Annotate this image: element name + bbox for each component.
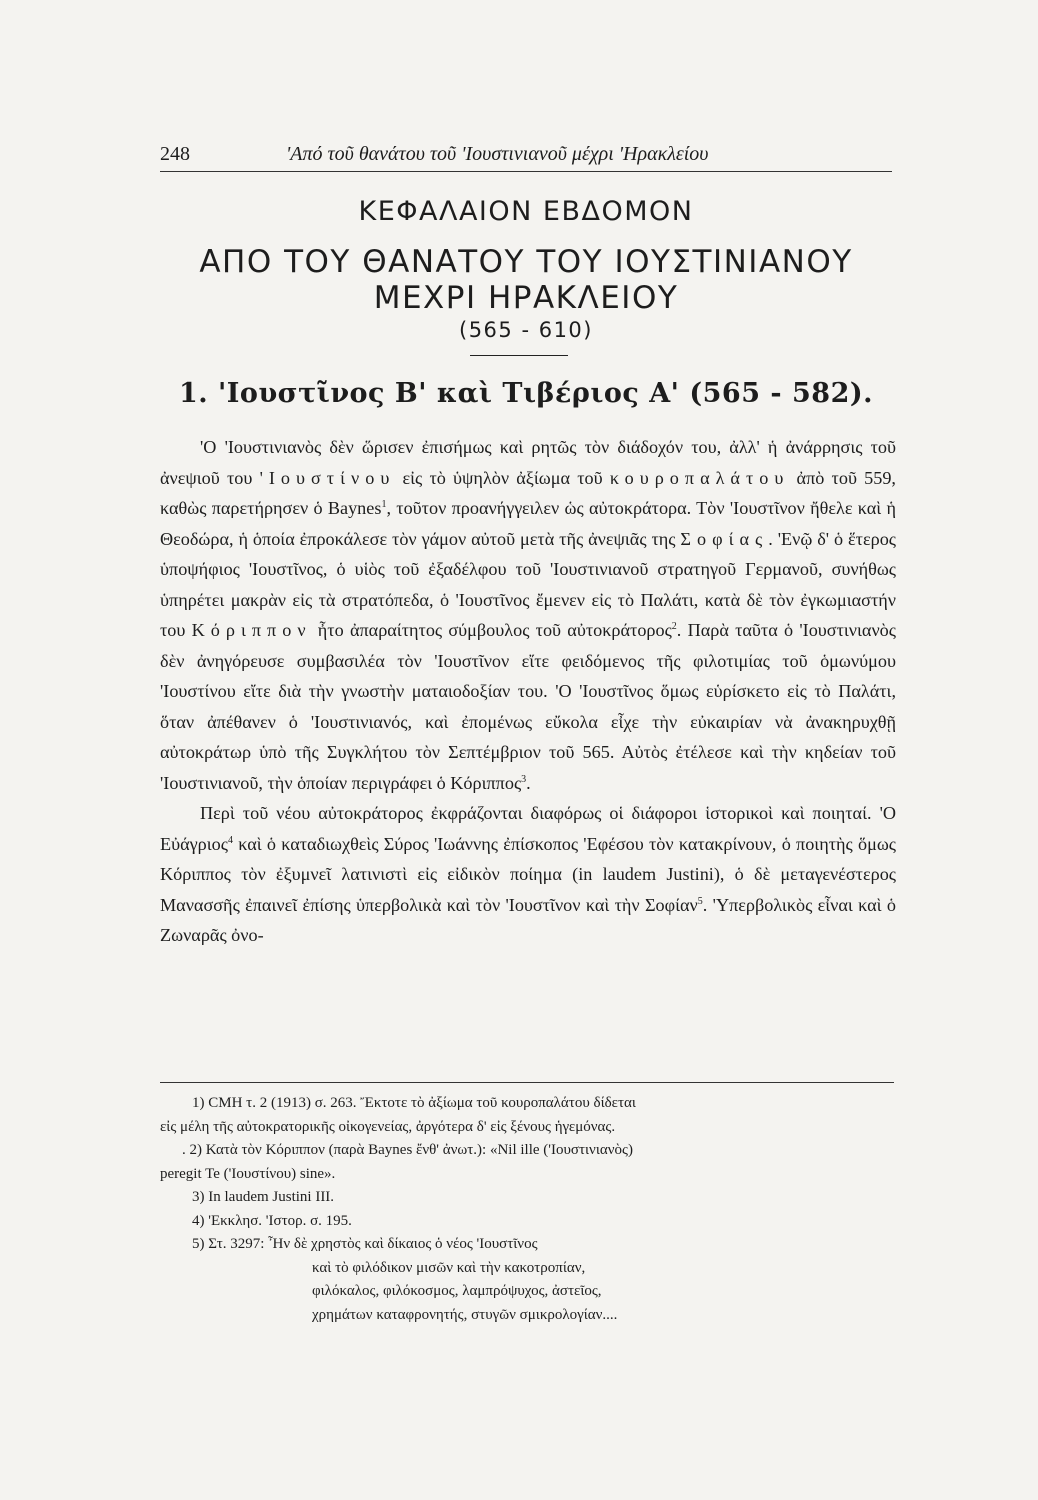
footnote-ref: 2 bbox=[671, 621, 677, 632]
footnote-ref: 1 bbox=[381, 499, 387, 510]
text-run: 'Ο 'Ιουστινιανὸς δὲν ὥρισεν ἐπισήμως καὶ ρητῶς τὸν διάδοχόν του, ἀλλ' ἡ ἀνάρρησις τοῦ ἀνεψιοῦ του bbox=[160, 437, 896, 488]
spaced-name: Κόριππον bbox=[191, 620, 312, 640]
footnote-1-continued: εἰς μέλη τῆς αὐτοκρατορικῆς οἰκογενείας, ἀργότερα δ' εἰς ξένους ἡγεμόνας. bbox=[160, 1118, 616, 1135]
footnote-rule bbox=[160, 1082, 894, 1083]
verse-line: φιλόκαλος, φιλόκοσμος, λαμπρόψυχος, ἀστεῖος, bbox=[312, 1283, 602, 1299]
chapter-label: ΚΕΦΑΛΑΙΟΝ ΕΒΔΟΜΟΝ bbox=[358, 196, 694, 227]
footnote-5: 5) Στ. 3297: Ἦν δὲ χρηστὸς καὶ δίκαιος ὁ νέος 'Ιουστῖνος bbox=[192, 1236, 538, 1252]
page-number: 248 bbox=[160, 143, 190, 165]
text-run: καὶ ὁ καταδιωχθεὶς Σύρος 'Ιωάννης ἐπίσκοπος 'Εφέσου τὸν κατακρίνουν, ὁ ποιητὴς ὅμως Κόριππος τὸν ἐξυμνεῖ λατινιστὶ εἰς εἰδικὸν ποίημα (in laudem Justini), ὁ δὲ μεταγενέστερος Μανασσῆς ἐπαινεῖ ἐπίσης ὑπερβολικὰ καὶ τὸν 'Ιουστῖνον καὶ τὴν Σοφίαν bbox=[160, 833, 896, 915]
footnote-ref: 3 bbox=[521, 773, 527, 785]
paragraph-2 bbox=[160, 798, 896, 951]
text-run: . Παρὰ ταῦτα ὁ 'Ιουστινιανὸς δὲν ἀνηγόρευσε συμβασιλέα τὸν 'Ιουστῖνον εἴτε φειδόμενος τῆς φιλοτιμίας τοῦ ὁμωνύμου 'Ιουστίνου εἴτε διὰ τὴν γνωστὴν ματαιοδοξίαν του. 'Ο 'Ιουστῖνος ὅμως εὑρίσκετο εἰς τὸ Παλάτι, ὅταν ἀπέθανεν ὁ 'Ιουστινιανός, καὶ ἐπομένως εὔκολα εἶχε τὴν εὐκαιρίαν νὰ ἀνακηρυχθῇ αὐτοκράτωρ ὑπὸ τῆς Συγκλήτου τὸν Σεπτέμβριον τοῦ 565. Αὐτὸς ἐτέλεσε καὶ τὴν κηδείαν τοῦ 'Ιουστινιανοῦ, τὴν ὁποίαν περιγράφει ὁ Κόριππος bbox=[160, 620, 896, 793]
paragraph-1 bbox=[160, 432, 896, 798]
spaced-name: Σοφίας bbox=[680, 528, 769, 549]
text-run: Περὶ τοῦ νέου αὐτοκράτορος ἐκφράζονται διαφόρως οἱ διάφοροι ἱστορικοὶ καὶ ποιηταί. 'Ο Εὐάγριος bbox=[160, 803, 896, 854]
body-text bbox=[160, 432, 896, 951]
footnote-line: 1) CMH τ. 2 (1913) σ. 263. Ἔκτοτε τὸ ἀξίωμα τοῦ κουροπαλάτου δίδεται bbox=[192, 1095, 636, 1111]
chapter-title-line-1: ΑΠΟ ΤΟΥ ΘΑΝΑΤΟΥ ΤΟΥ ΙΟΥΣΤΙΝΙΑΝΟΥ bbox=[199, 244, 853, 280]
footnote-ref: 5 bbox=[697, 895, 703, 907]
footnote-5-verse bbox=[160, 1257, 896, 1328]
spaced-name: 'Ιουστίνου bbox=[259, 467, 396, 488]
footnote-4: 4) 'Εκκλησ. 'Ιστορ. σ. 195. bbox=[192, 1212, 352, 1229]
chapter-title bbox=[160, 244, 892, 316]
verse-line: καὶ τὸ φιλόδικον μισῶν καὶ τὴν κακοτροπίαν, bbox=[312, 1259, 586, 1276]
footnote-ref: 4 bbox=[227, 834, 233, 846]
text-run: εἰς τὸ ὑψηλὸν ἀξίωμα τοῦ bbox=[395, 467, 610, 488]
chapter-dates: (565 - 610) bbox=[459, 318, 593, 342]
footnote-2: . 2) Κατὰ τὸν Κόριππον (παρὰ Baynes ἔνθ' ἀνωτ.): «Nil ille ('Ιουστινιανὸς) bbox=[182, 1142, 633, 1158]
spaced-term: κουροπαλάτου bbox=[609, 467, 790, 488]
footnote-3: 3) In laudem Justini III. bbox=[192, 1189, 335, 1205]
text-run: ἀπὸ τοῦ 559, καθὼς παρετήρησεν ὁ Baynes bbox=[160, 467, 896, 518]
footnote-1 bbox=[160, 1092, 896, 1116]
header-rule bbox=[160, 171, 892, 172]
chapter-divider bbox=[470, 355, 568, 356]
section-heading: 1. 'Ιουστῖνος Β' καὶ Τιβέριος Α' (565 - 582). bbox=[178, 378, 874, 409]
footnotes bbox=[160, 1092, 896, 1327]
text-run: . 'Ενῷ δ' ὁ ἕτερος ὑποψήφιος 'Ιουστῖνος, ὁ υἱὸς τοῦ ἐξαδέλφου τοῦ 'Ιουστινιανοῦ στρατηγοῦ Γερμανοῦ, συνήθως ὑπηρέτει μακρὰν εἰς τὰ στρατόπεδα, ὁ 'Ιουστῖνος ἔμενεν εἰς τὸ Παλάτι, κατὰ δὲ τὸν ἐγκωμιαστήν του bbox=[160, 528, 896, 640]
text-run: ἦτο ἀπαραίτητος σύμβουλος τοῦ αὐτοκράτορος bbox=[311, 620, 672, 640]
text-run: , τοῦτον προανήγγειλεν ὡς αὐτοκράτορα. Τὸν 'Ιουστῖνον ἤθελε καὶ ἡ Θεοδώρα, ἡ ὁποία ἐπροκάλεσε τὸν γάμον αὐτοῦ μετὰ τῆς ἀνεψιᾶς της bbox=[160, 498, 896, 549]
verse-line: χρημάτων καταφρονητής, στυγῶν σμικρολογίαν.... bbox=[312, 1306, 618, 1323]
running-title: 'Από τοῦ θανάτου τοῦ 'Ιουστινιανοῦ μέχρι 'Ηρακλείου bbox=[286, 143, 709, 165]
chapter-title-line-2: ΜΕΧΡΙ ΗΡΑΚΛΕΙΟΥ bbox=[373, 280, 679, 316]
text-run: . 'Υπερβολικὸς εἶναι καὶ ὁ Ζωναρᾶς ὀνο- bbox=[160, 894, 896, 945]
text-run: . bbox=[526, 772, 531, 793]
footnote-2-continued: peregit Te ('Ιουστίνου) sine». bbox=[160, 1165, 336, 1182]
running-head bbox=[160, 137, 890, 171]
